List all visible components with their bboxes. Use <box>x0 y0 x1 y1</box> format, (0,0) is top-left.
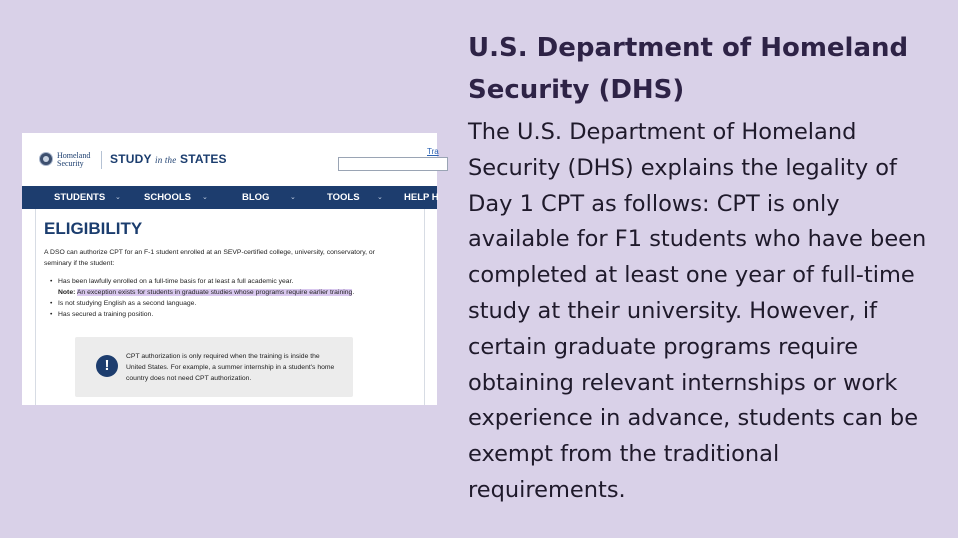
nav-help[interactable]: HELP H <box>404 192 439 203</box>
note-label: Note: <box>58 289 76 296</box>
note-period: . <box>352 289 355 296</box>
eligibility-list <box>52 276 422 287</box>
main-nav <box>22 186 437 209</box>
dhs-seal-icon <box>39 152 53 166</box>
nav-students[interactable]: STUDENTS <box>54 192 106 203</box>
search-input[interactable] <box>338 157 448 171</box>
logo-divider <box>101 151 102 169</box>
list-item <box>52 309 422 320</box>
left-divider <box>35 209 36 405</box>
page-title: ELIGIBILITY <box>44 219 143 238</box>
nav-blog[interactable]: BLOG <box>242 192 270 203</box>
logo-security: Security <box>57 159 84 168</box>
logo-study-in-the-states[interactable] <box>110 152 227 166</box>
chevron-down-icon[interactable]: ⌄ <box>290 194 296 201</box>
chevron-down-icon[interactable]: ⌄ <box>377 194 383 201</box>
list-item-text: Has secured a training position. <box>58 311 154 318</box>
nav-tools[interactable]: TOOLS <box>327 192 360 203</box>
note-line <box>58 287 354 298</box>
chevron-down-icon[interactable]: ⌄ <box>115 194 121 201</box>
translate-link[interactable]: Tra <box>427 147 439 156</box>
eligibility-list-2 <box>52 298 422 309</box>
list-item <box>52 298 422 309</box>
intro-text: A DSO can authorize CPT for an F-1 student enrolled at an SEVP-certified college, university, conservatory, or seminary if the student: <box>44 249 375 267</box>
nav-schools[interactable]: SCHOOLS <box>144 192 191 203</box>
logo-homeland-security[interactable] <box>57 152 97 168</box>
list-item <box>52 276 422 287</box>
info-callout <box>75 337 353 397</box>
slide-heading: U.S. Department of Homeland Security (DHS) <box>468 33 909 105</box>
chevron-down-icon[interactable]: ⌄ <box>202 194 208 201</box>
exclamation-icon: ! <box>96 355 118 377</box>
logo-study: STUDY <box>110 152 152 166</box>
callout-text: CPT authorization is only required when the training is inside the United States. For example, a summer internship in a student's home country does not need CPT authorization. <box>126 353 335 382</box>
slide-body: The U.S. Department of Homeland Security (DHS) explains the legality of Day 1 CPT as follows: CPT is only available for F1 students who have been completed at least one year of full-time study at their university. However, if certain graduate programs require obtaining relevant internships or work experience in advance, students can be exempt from the traditional requirements. <box>468 119 927 503</box>
logo-in-the: in the <box>155 155 177 165</box>
site-header <box>22 133 437 186</box>
list-item-text: Has been lawfully enrolled on a full-time basis for at least a full academic year. <box>58 278 294 285</box>
logo-homeland: Homeland <box>57 151 91 160</box>
screenshot-panel <box>22 133 437 405</box>
logo-states: STATES <box>180 152 227 166</box>
eligibility-section <box>22 209 437 405</box>
right-divider <box>424 209 425 405</box>
list-item-text: Is not studying English as a second language. <box>58 300 197 307</box>
eligibility-list-3 <box>52 309 422 320</box>
highlighted-note: An exception exists for students in graduate studies whose programs require earlier training <box>76 289 353 296</box>
